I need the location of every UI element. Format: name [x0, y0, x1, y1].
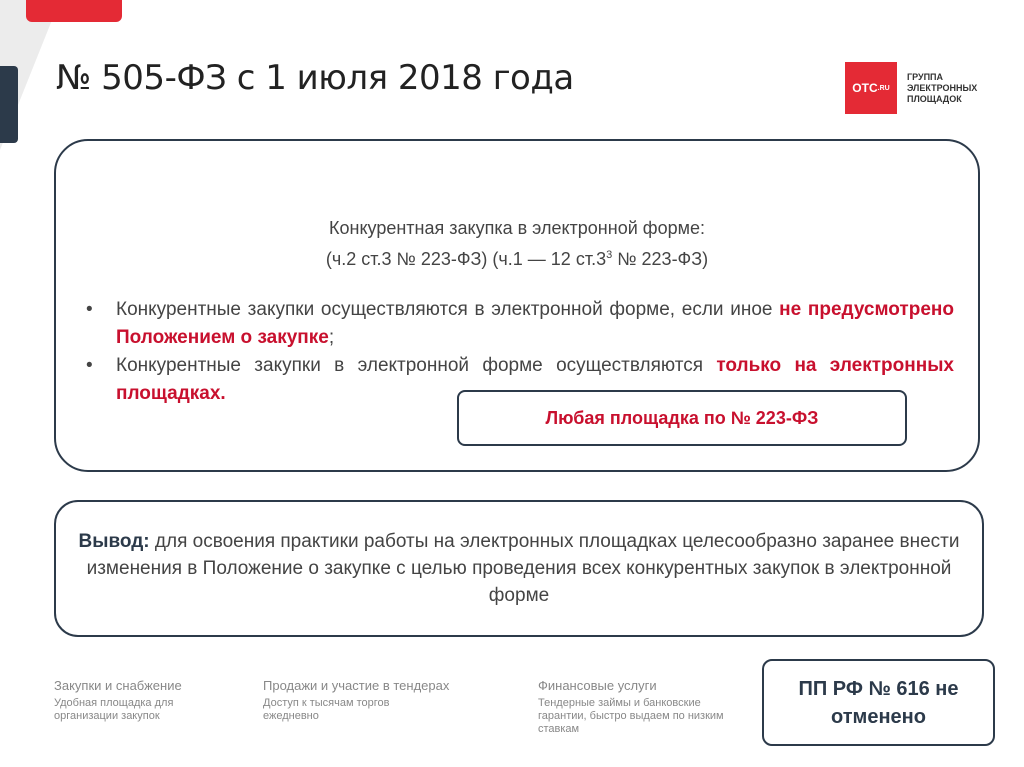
any-platform-badge: Любая площадка по № 223-ФЗ	[457, 390, 907, 446]
otc-logo-box	[845, 62, 897, 114]
top-red-tab	[26, 0, 122, 22]
pp-box-line1: ПП РФ № 616 не	[798, 677, 959, 700]
main-heading-line2	[56, 242, 978, 273]
otc-logo	[845, 62, 987, 114]
footer-title: Финансовые услуги	[538, 678, 657, 693]
left-dark-tab	[0, 66, 18, 143]
pp-box-text	[799, 675, 959, 731]
footer-procurement	[54, 678, 234, 723]
heading-line2-b: № 223-ФЗ)	[612, 249, 709, 269]
footer-desc: Удобная площадка для организации закупок	[54, 697, 174, 722]
bullet-highlight: не предусмотрено Положением о закупке	[116, 299, 954, 348]
bullet-item	[82, 296, 954, 352]
conclusion-label: Вывод:	[78, 531, 150, 552]
logo-box-sub: .RU	[877, 84, 890, 92]
main-heading	[56, 215, 978, 273]
bullet-text: Конкурентные закупки осуществляются в электронной форме, если иное	[116, 299, 780, 320]
footer-desc: Доступ к тысячам торгов ежедневно	[263, 697, 390, 722]
logo-box-main: OTC	[852, 81, 878, 95]
footer-sales	[263, 678, 473, 723]
main-heading-line1: Конкурентная закупка в электронной форме:	[329, 218, 705, 238]
main-content-box	[54, 139, 980, 472]
bullet-text: Конкурентные закупки в электронной форме осуществляются	[116, 355, 717, 376]
heading-line2-sup: 3	[606, 249, 613, 261]
heading-line2-a: (ч.2 ст.3 № 223-ФЗ) (ч.1 — 12 ст.3	[325, 249, 607, 269]
footer-desc: Тендерные займы и банковские гарантии, быстро выдаем по низким ставкам	[538, 697, 724, 735]
conclusion-box	[54, 500, 984, 637]
pp-box-line2: отменено	[831, 705, 926, 728]
conclusion-body: для освоения практики работы на электронных площадках целесообразно заранее внести изменения в Положение о закупке с целью проведения всех конкурентных закупок в электронной форме	[86, 531, 960, 606]
slide-title: № 505-ФЗ с 1 июля 2018 года	[56, 58, 574, 98]
logo-text: ГРУППА ЭЛЕКТРОННЫХ ПЛОЩАДОК	[907, 71, 978, 104]
bullet-highlight: только на электронных площадках.	[116, 355, 954, 404]
conclusion-text	[74, 528, 964, 609]
footer-title: Закупки и снабжение	[54, 678, 182, 693]
footer-title: Продажи и участие в тендерах	[263, 678, 450, 693]
pp-rf-616-box	[762, 659, 995, 746]
bullet-tail: ;	[328, 327, 335, 348]
footer-finance	[538, 678, 748, 736]
